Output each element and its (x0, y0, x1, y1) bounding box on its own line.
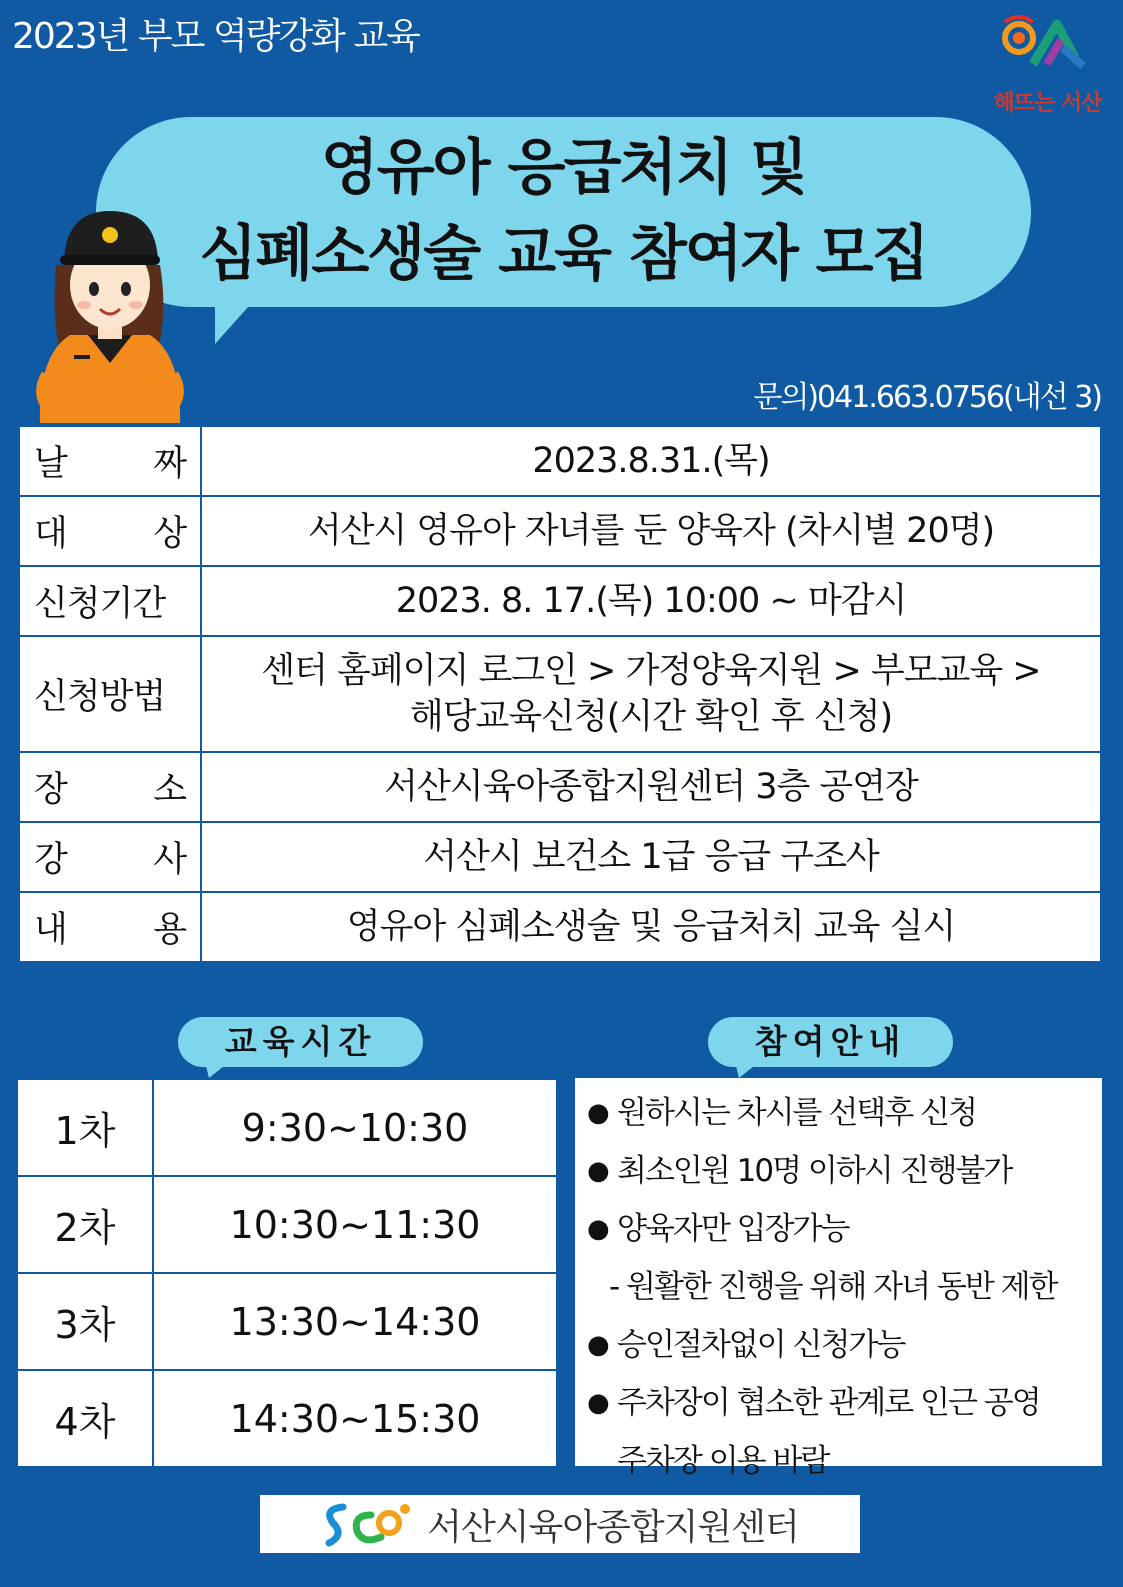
round-label: 1차 (17, 1079, 153, 1176)
info-row-content (19, 892, 1101, 962)
label-char: 내 (34, 910, 67, 950)
period-value: 2023. 8. 17.(목) 10:00 ~ 마감시 (201, 566, 1101, 636)
guide-text: 최소인원 10명 이하시 진행불가 (617, 1153, 1012, 1189)
title-line-2: 심폐소생술 교육 참여자 모집 (199, 219, 928, 289)
method-value-line-1: 센터 홈페이지 로그인 > 가정양육지원 > 부모교육 > (261, 651, 1041, 691)
paramedic-mascot-icon (30, 205, 190, 423)
schedule-row (17, 1079, 557, 1176)
label-char: 짜 (153, 444, 186, 484)
guide-text: 승인절차없이 신청가능 (617, 1327, 905, 1363)
info-row-target (19, 496, 1101, 566)
bullet-icon: ● (587, 1388, 608, 1418)
bullet-icon: ● (587, 1330, 608, 1360)
guide-text: - 원활한 진행을 위해 자녀 동반 제한 (609, 1269, 1057, 1305)
label-char: 상 (153, 514, 186, 554)
contact-phone: 문의)041.663.0756(내선 3) (753, 380, 1101, 415)
footer-org-banner (258, 1493, 862, 1555)
target-value: 서산시 영유아 자녀를 둔 양육자 (차시별 20명) (201, 496, 1101, 566)
label-char: 소 (153, 770, 186, 810)
round-label: 4차 (17, 1370, 153, 1467)
bullet-icon: ● (587, 1156, 608, 1186)
guide-item-continued (587, 1432, 1102, 1490)
round-label: 2차 (17, 1176, 153, 1273)
info-row-instructor (19, 822, 1101, 892)
info-table (18, 425, 1102, 963)
place-value: 서산시육아종합지원센터 3층 공연장 (201, 752, 1101, 822)
sun-logo-icon (997, 12, 1097, 82)
method-value-line-2: 해당교육신청(시간 확인 후 신청) (409, 697, 893, 737)
guide-box (575, 1078, 1102, 1479)
schedule-row (17, 1273, 557, 1370)
page-title (96, 125, 1031, 297)
label-char: 날 (34, 444, 67, 484)
bullet-icon: ● (587, 1214, 608, 1244)
guide-item (587, 1374, 1102, 1432)
label-char: 대 (34, 514, 67, 554)
guide-text: 양육자만 입장가능 (617, 1211, 849, 1247)
schedule-row (17, 1370, 557, 1467)
poster-category-label: 2023년 부모 역량강화 교육 (12, 16, 419, 57)
guide-item (587, 1316, 1102, 1374)
label-char: 사 (153, 840, 186, 880)
guide-text: 주차장이 협소한 관계로 인근 공영 (617, 1385, 1040, 1421)
label-char: 용 (153, 910, 186, 950)
guide-subitem (587, 1258, 1102, 1316)
info-row-place (19, 752, 1101, 822)
instructor-value: 서산시 보건소 1급 응급 구조사 (201, 822, 1101, 892)
time-value: 9:30~10:30 (153, 1079, 557, 1176)
bullet-icon: ● (587, 1098, 608, 1128)
time-value: 13:30~14:30 (153, 1273, 557, 1370)
date-value: 2023.8.31.(목) (201, 426, 1101, 496)
label-char: 장 (34, 770, 67, 810)
method-label: 신청방법 (19, 636, 201, 752)
guide-text: 원하시는 차시를 선택후 신청 (617, 1095, 976, 1131)
logo-text: 해뜨는 서산 (993, 91, 1102, 116)
round-label: 3차 (17, 1273, 153, 1370)
guide-item (587, 1084, 1102, 1142)
schedule-table (16, 1078, 558, 1468)
time-value: 10:30~11:30 (153, 1176, 557, 1273)
schedule-section-title: 교육시간 (178, 1017, 423, 1067)
period-label: 신청기간 (19, 566, 201, 636)
info-row-period (19, 566, 1101, 636)
guide-text: 주차장 이용 바람 (617, 1443, 829, 1479)
content-value: 영유아 심폐소생술 및 응급처치 교육 실시 (201, 892, 1101, 962)
title-line-1: 영유아 응급처치 및 (320, 133, 807, 203)
speech-bubble-tail (205, 288, 275, 348)
info-row-date (19, 426, 1101, 496)
label-char: 강 (34, 840, 67, 880)
guide-section-title: 참여안내 (708, 1017, 953, 1067)
time-value: 14:30~15:30 (153, 1370, 557, 1467)
footer-org-name: 서산시육아종합지원센터 (427, 1506, 799, 1548)
info-row-method (19, 636, 1101, 752)
schedule-row (17, 1176, 557, 1273)
city-logo (985, 12, 1110, 116)
center-logo-icon (321, 1499, 417, 1549)
guide-item (587, 1142, 1102, 1200)
guide-item (587, 1200, 1102, 1258)
